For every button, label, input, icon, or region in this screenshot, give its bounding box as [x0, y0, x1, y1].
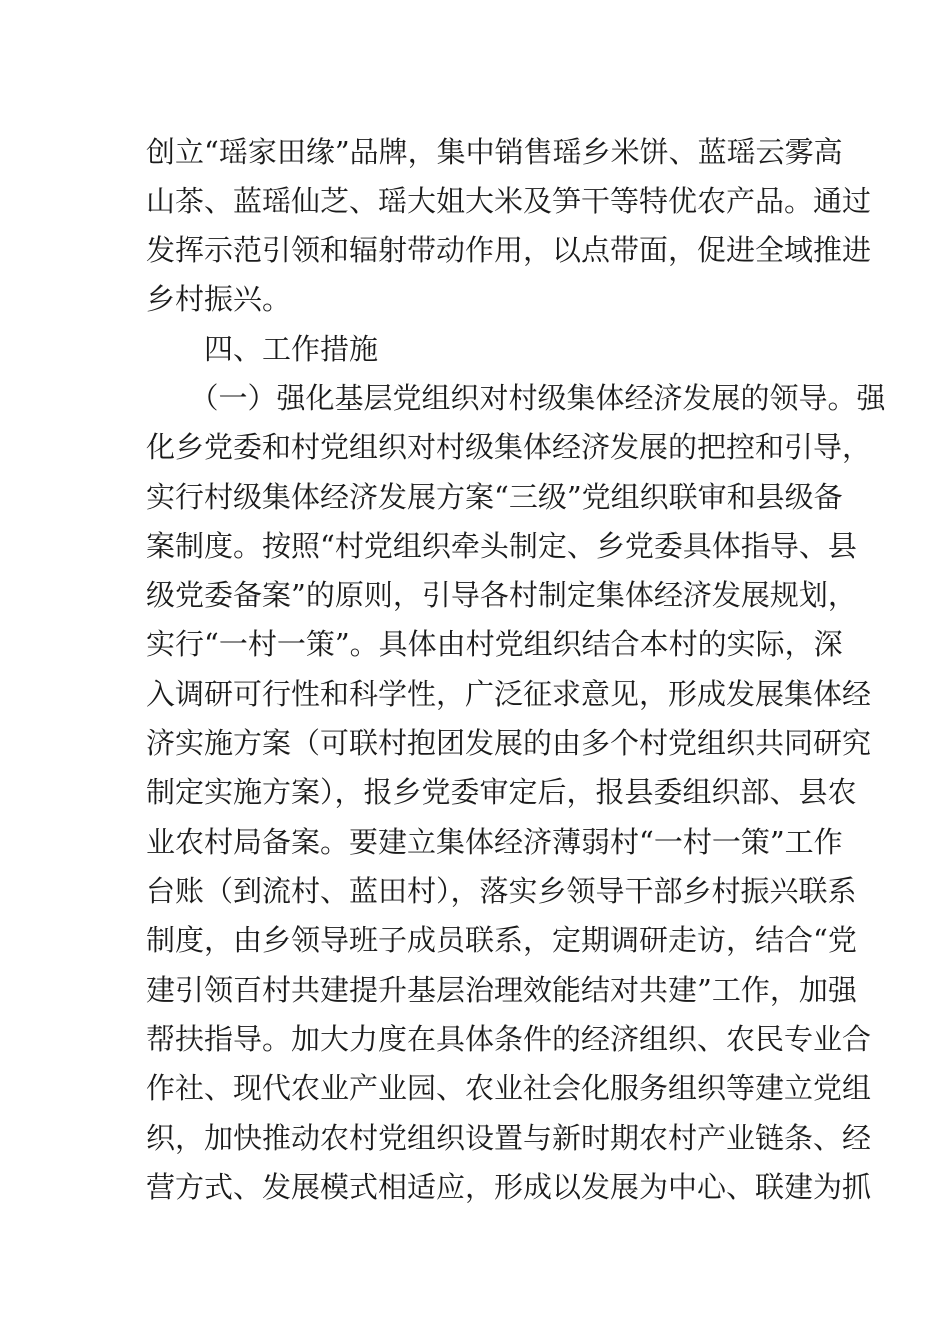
text-line-13: 济实施方案（可联村抱团发展的由多个村党组织共同研究: [146, 726, 872, 760]
text-line-9: 案制度。按照“村党组织牵头制定、乡党委具体指导、县: [146, 529, 857, 563]
text-line-7: 化乡党委和村党组织对村级集体经济发展的把控和引导，: [146, 430, 872, 464]
text-line-1: 创立“瑶家田缘”品牌，集中销售瑶乡米饼、蓝瑶云雾高: [146, 135, 843, 169]
text-line-2: 山茶、蓝瑶仙芝、瑶大姐大米及笋干等特优农产品。通过: [146, 184, 872, 218]
text-line-12: 入调研可行性和科学性，广泛征求意见，形成发展集体经: [146, 677, 872, 711]
text-line-17: 制度，由乡领导班子成员联系，定期调研走访，结合“党: [146, 923, 857, 957]
text-line-18: 建引领百村共建提升基层治理效能结对共建”工作，加强: [146, 973, 857, 1007]
text-line-8: 实行村级集体经济发展方案“三级”党组织联审和县级备: [146, 480, 843, 514]
text-line-10: 级党委备案”的原则，引导各村制定集体经济发展规划，: [146, 578, 857, 612]
subsection-heading-line: （一）强化基层党组织对村级集体经济发展的领导。强: [146, 381, 886, 415]
text-line-21: 织，加快推动农村党组织设置与新时期农村产业链条、经: [146, 1121, 872, 1155]
text-line-15: 业农村局备案。要建立集体经济薄弱村“一村一策”工作: [146, 825, 843, 859]
text-line-3: 发挥示范引领和辐射带动作用，以点带面，促进全域推进: [146, 233, 872, 267]
text-line-16: 台账（到流村、蓝田村），落实乡领导干部乡村振兴联系: [146, 874, 857, 908]
text-line-11: 实行“一村一策”。具体由村党组织结合本村的实际，深: [146, 627, 843, 661]
text-line-19: 帮扶指导。加大力度在具体条件的经济组织、农民专业合: [146, 1022, 872, 1056]
section-heading: 四、工作措施: [146, 332, 379, 366]
text-line-14: 制定实施方案），报乡党委审定后，报县委组织部、县农: [146, 775, 857, 809]
text-line-22: 营方式、发展模式相适应，形成以发展为中心、联建为抓: [146, 1170, 872, 1204]
text-line-4: 乡村振兴。: [146, 282, 292, 316]
text-line-20: 作社、现代农业产业园、农业社会化服务组织等建立党组: [146, 1071, 872, 1105]
